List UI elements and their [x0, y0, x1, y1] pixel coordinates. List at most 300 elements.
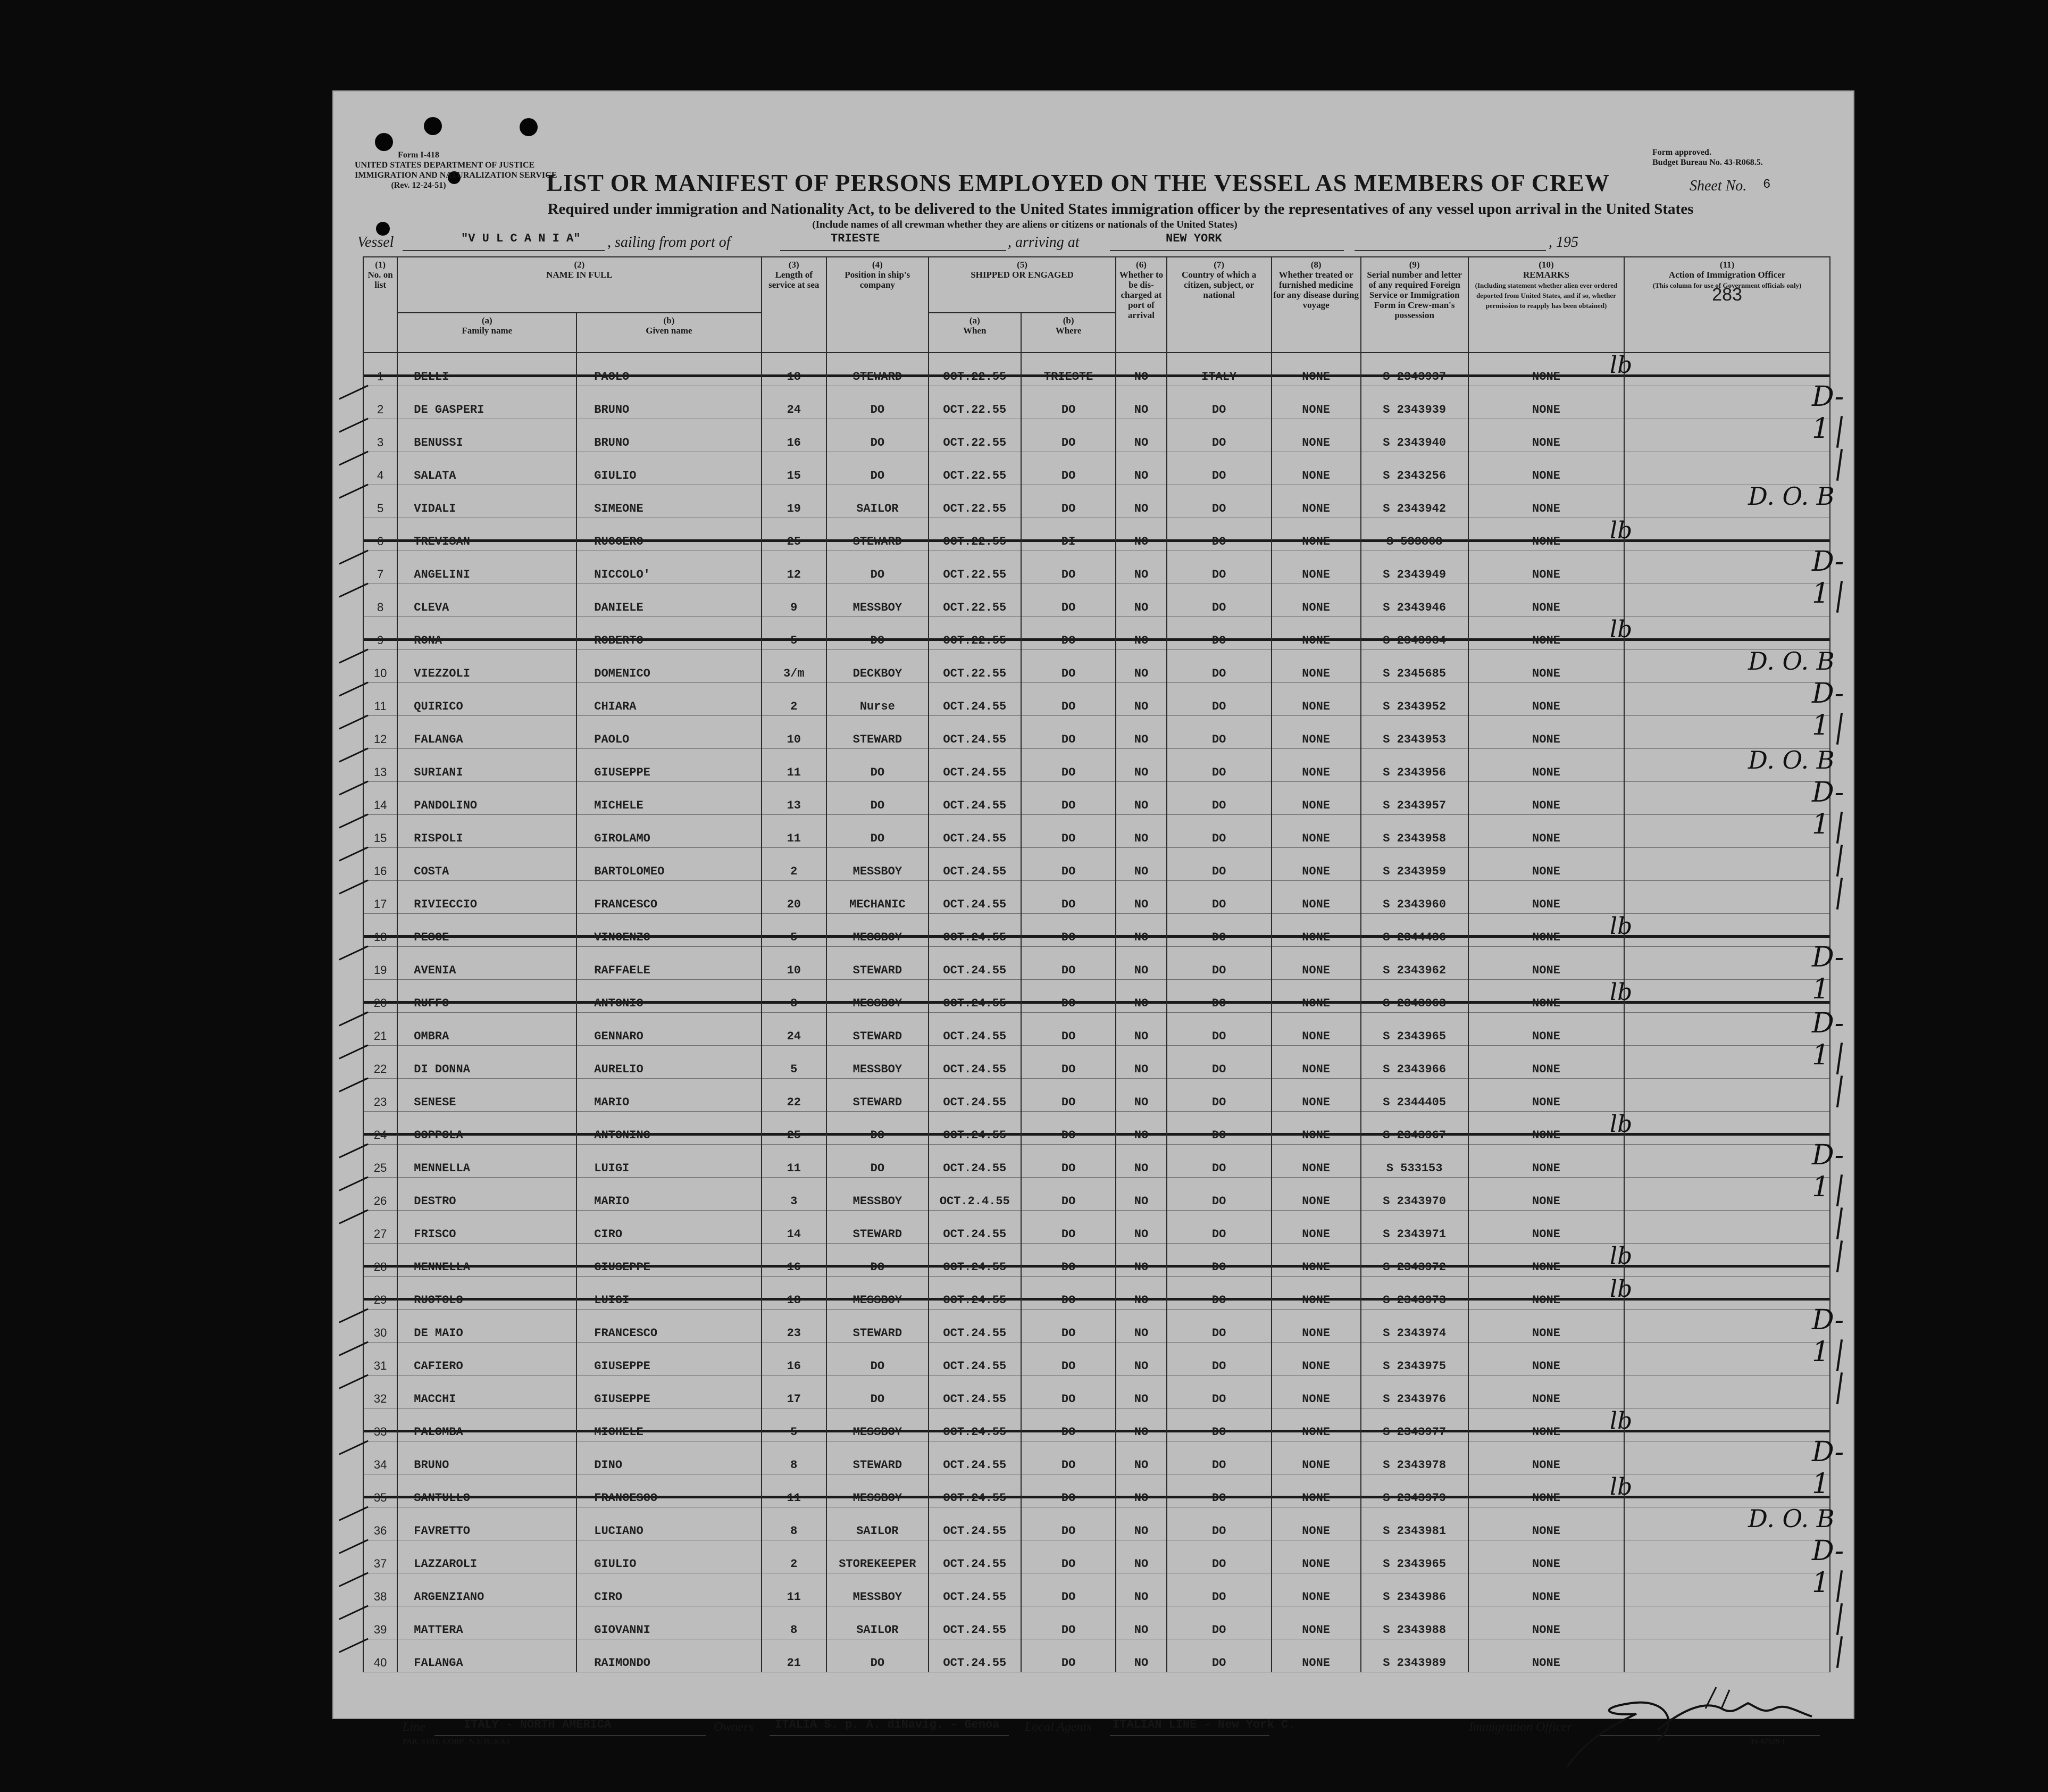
- shipped-where-cell: DO: [1021, 1046, 1116, 1079]
- table-row: [363, 1079, 1830, 1112]
- given-name-cell: BRUNO: [576, 386, 761, 419]
- family-name-cell: SALATA: [397, 452, 576, 485]
- shipped-when-cell: OCT.24.55: [929, 1606, 1021, 1639]
- position-cell: MESSBOY: [826, 1277, 929, 1310]
- serial-number-cell: S 2343953: [1361, 716, 1468, 749]
- service-length-cell: 20: [762, 881, 826, 914]
- country-cell: DO: [1167, 683, 1272, 716]
- row-number-cell: 29: [363, 1277, 397, 1310]
- discharge-flag-cell: NO: [1116, 1441, 1166, 1474]
- discharge-flag-cell: NO: [1116, 584, 1166, 617]
- discharge-flag-cell: NO: [1116, 716, 1166, 749]
- table-row: [363, 1310, 1830, 1343]
- col-action-header: (11) Action of Immigration Officer (This column for use of Government officials only) 283: [1624, 257, 1830, 353]
- officer-action-cell: [1624, 353, 1830, 386]
- service-length-cell: 14: [762, 1211, 826, 1244]
- col-name-header: (2) NAME IN FULL: [397, 257, 761, 313]
- remarks-cell: NONE: [1468, 353, 1624, 386]
- position-cell: DECKBOY: [826, 650, 929, 683]
- service-length-cell: 5: [762, 914, 826, 947]
- serial-number-cell: S 533868: [1361, 518, 1468, 551]
- remarks-cell: NONE: [1468, 980, 1624, 1013]
- service-length-cell: 11: [762, 1573, 826, 1606]
- officer-action-cell: [1624, 1474, 1830, 1507]
- row-number-cell: 36: [363, 1507, 397, 1540]
- shipped-where-cell: DO: [1021, 1376, 1116, 1408]
- service-length-cell: 10: [762, 947, 826, 980]
- given-name-cell: PAOLO: [576, 353, 761, 386]
- family-name-cell: MENNELLA: [397, 1244, 576, 1277]
- remarks-cell: NONE: [1468, 683, 1624, 716]
- remarks-cell: NONE: [1468, 551, 1624, 584]
- shipped-when-cell: OCT.22.55: [929, 617, 1021, 650]
- punch-hole: [424, 117, 442, 135]
- medical-treatment-cell: NONE: [1272, 1145, 1361, 1178]
- discharge-flag-cell: NO: [1116, 1277, 1166, 1310]
- row-number-cell: 39: [363, 1606, 397, 1639]
- discharge-flag-cell: NO: [1116, 650, 1166, 683]
- shipped-when-cell: OCT.24.55: [929, 1310, 1021, 1343]
- table-row: [363, 947, 1830, 980]
- position-cell: DO: [826, 1244, 929, 1277]
- position-cell: DO: [826, 617, 929, 650]
- service-length-cell: 12: [762, 551, 826, 584]
- family-name-cell: COSTA: [397, 848, 576, 881]
- medical-treatment-cell: NONE: [1272, 650, 1361, 683]
- shipped-where-cell: DO: [1021, 1606, 1116, 1639]
- officer-action-cell: [1624, 1343, 1830, 1376]
- remarks-cell: NONE: [1468, 1573, 1624, 1606]
- service-length-cell: 15: [762, 452, 826, 485]
- serial-number-cell: S 2345685: [1361, 650, 1468, 683]
- row-number-cell: 25: [363, 1145, 397, 1178]
- shipped-where-cell: DO: [1021, 650, 1116, 683]
- initials-annotation: lb: [1610, 615, 1633, 643]
- medical-treatment-cell: NONE: [1272, 452, 1361, 485]
- shipped-where-cell: DO: [1021, 452, 1116, 485]
- remarks-cell: NONE: [1468, 1606, 1624, 1639]
- serial-number-cell: S 2344405: [1361, 1079, 1468, 1112]
- officer-action-cell: [1624, 1112, 1830, 1145]
- service-length-cell: 22: [762, 1079, 826, 1112]
- agents-label: Local Agents: [1025, 1720, 1092, 1734]
- country-cell: DO: [1167, 815, 1272, 848]
- medical-treatment-cell: NONE: [1272, 419, 1361, 452]
- discharge-flag-cell: NO: [1116, 1178, 1166, 1211]
- discharge-flag-cell: NO: [1116, 914, 1166, 947]
- col-family-header: (a) Family name: [397, 313, 576, 353]
- officer-action-cell: [1624, 947, 1830, 980]
- medical-treatment-cell: NONE: [1272, 815, 1361, 848]
- position-cell: DO: [826, 782, 929, 815]
- shipped-when-cell: OCT.24.55: [929, 947, 1021, 980]
- serial-number-cell: S 2343962: [1361, 947, 1468, 980]
- discharge-flag-cell: NO: [1116, 782, 1166, 815]
- family-name-cell: TREVISAN: [397, 518, 576, 551]
- row-number-cell: 27: [363, 1211, 397, 1244]
- serial-number-cell: S 2343975: [1361, 1343, 1468, 1376]
- shipped-when-cell: OCT.24.55: [929, 1079, 1021, 1112]
- medical-treatment-cell: NONE: [1272, 881, 1361, 914]
- row-number-cell: 2: [363, 386, 397, 419]
- shipped-when-cell: OCT.22.55: [929, 485, 1021, 518]
- family-name-cell: CAFIERO: [397, 1343, 576, 1376]
- owners-label: Owners: [714, 1720, 754, 1734]
- country-cell: DO: [1167, 1178, 1272, 1211]
- remarks-cell: NONE: [1468, 881, 1624, 914]
- table-row: [363, 1540, 1830, 1573]
- discharge-flag-cell: NO: [1116, 881, 1166, 914]
- row-number-cell: 21: [363, 1013, 397, 1046]
- shipped-where-cell: DO: [1021, 551, 1116, 584]
- service-length-cell: 23: [762, 1310, 826, 1343]
- initials-annotation: lb: [1610, 1110, 1633, 1138]
- family-name-cell: SURIANI: [397, 749, 576, 782]
- officer-action-cell: [1624, 1013, 1830, 1046]
- country-cell: DO: [1167, 1606, 1272, 1639]
- shipped-where-cell: DO: [1021, 782, 1116, 815]
- revision: (Rev. 12-24-51): [391, 181, 446, 190]
- row-number-cell: 1: [363, 353, 397, 386]
- shipped-when-cell: OCT.24.55: [929, 881, 1021, 914]
- shipped-when-cell: OCT.24.55: [929, 815, 1021, 848]
- shipped-when-cell: OCT.22.55: [929, 452, 1021, 485]
- position-cell: MESSBOY: [826, 1573, 929, 1606]
- table-row: [363, 1145, 1830, 1178]
- row-number-cell: 19: [363, 947, 397, 980]
- serial-number-cell: S 2343976: [1361, 1376, 1468, 1408]
- row-number-cell: 28: [363, 1244, 397, 1277]
- row-number-cell: 30: [363, 1310, 397, 1343]
- vessel-name: "V U L C A N I A": [461, 232, 581, 245]
- year-label: , 195: [1549, 234, 1578, 251]
- country-cell: DO: [1167, 518, 1272, 551]
- country-cell: DO: [1167, 1408, 1272, 1441]
- medical-treatment-cell: NONE: [1272, 1112, 1361, 1145]
- punch-hole: [375, 133, 393, 151]
- shipped-when-cell: OCT.24.55: [929, 1013, 1021, 1046]
- service-length-cell: 9: [762, 584, 826, 617]
- initials-annotation: lb: [1610, 516, 1633, 544]
- shipped-where-cell: DO: [1021, 1112, 1116, 1145]
- initials-annotation: lb: [1610, 1242, 1633, 1270]
- line-value: ITALY - NORTH AMERICA: [464, 1718, 612, 1731]
- country-cell: DO: [1167, 1046, 1272, 1079]
- service-length-cell: 19: [762, 485, 826, 518]
- budget-bureau: Budget Bureau No. 43-R068.5.: [1652, 158, 1763, 167]
- row-number-cell: 32: [363, 1376, 397, 1408]
- discharge-flag-cell: NO: [1116, 1211, 1166, 1244]
- service-length-cell: 18: [762, 1277, 826, 1310]
- shipped-when-cell: OCT.24.55: [929, 1145, 1021, 1178]
- shipped-when-cell: OCT.24.55: [929, 1573, 1021, 1606]
- officer-action-cell: [1624, 617, 1830, 650]
- arrival-port: NEW YORK: [1166, 232, 1222, 245]
- check-mark: [1836, 845, 1843, 877]
- table-row: [363, 782, 1830, 815]
- country-cell: DO: [1167, 551, 1272, 584]
- check-mark: [1836, 1372, 1843, 1404]
- shipped-when-cell: OCT.24.55: [929, 1441, 1021, 1474]
- table-row: [363, 584, 1830, 617]
- shipped-where-cell: DI: [1021, 518, 1116, 551]
- shipped-where-cell: DO: [1021, 1540, 1116, 1573]
- officer-action-cell: [1624, 980, 1830, 1013]
- country-cell: DO: [1167, 980, 1272, 1013]
- service-length-cell: 3: [762, 1178, 826, 1211]
- shipped-when-cell: OCT.24.55: [929, 782, 1021, 815]
- position-cell: SAILOR: [826, 1507, 929, 1540]
- dob-annotation: D. O. B: [1748, 745, 1835, 774]
- officer-signature: [1546, 1602, 1833, 1778]
- position-cell: MESSBOY: [826, 980, 929, 1013]
- family-name-cell: RUOTOLO: [397, 1277, 576, 1310]
- medical-treatment-cell: NONE: [1272, 683, 1361, 716]
- table-row: [363, 881, 1830, 914]
- given-name-cell: DOMENICO: [576, 650, 761, 683]
- form-block: [355, 150, 557, 190]
- serial-number-cell: S 2343937: [1361, 353, 1468, 386]
- serial-number-cell: S 2343940: [1361, 419, 1468, 452]
- given-name-cell: ANTONIO: [576, 980, 761, 1013]
- row-number-cell: 11: [363, 683, 397, 716]
- country-cell: DO: [1167, 1079, 1272, 1112]
- medical-treatment-cell: NONE: [1272, 1573, 1361, 1606]
- d1-annotation: D-1: [1812, 1139, 1844, 1203]
- punch-hole: [520, 118, 538, 136]
- shipped-when-cell: OCT.24.55: [929, 1277, 1021, 1310]
- serial-number-cell: S 2343959: [1361, 848, 1468, 881]
- serial-number-cell: S 2343971: [1361, 1211, 1468, 1244]
- family-name-cell: COPPOLA: [397, 1112, 576, 1145]
- remarks-cell: NONE: [1468, 716, 1624, 749]
- shipped-when-cell: OCT.24.55: [929, 1507, 1021, 1540]
- country-cell: DO: [1167, 1244, 1272, 1277]
- country-cell: DO: [1167, 1277, 1272, 1310]
- medical-treatment-cell: NONE: [1272, 1474, 1361, 1507]
- d1-annotation: D-1: [1812, 545, 1844, 610]
- col-remarks-header: (10) REMARKS (Including statement whether alien ever ordered deported from United States, and if so, whether permission to reapply has been obtained): [1468, 257, 1624, 353]
- discharge-flag-cell: NO: [1116, 1046, 1166, 1079]
- serial-number-cell: S 2343965: [1361, 1540, 1468, 1573]
- medical-treatment-cell: NONE: [1272, 551, 1361, 584]
- discharge-flag-cell: NO: [1116, 980, 1166, 1013]
- country-cell: DO: [1167, 1310, 1272, 1343]
- family-name-cell: PESCE: [397, 914, 576, 947]
- family-name-cell: RISPOLI: [397, 815, 576, 848]
- remarks-cell: NONE: [1468, 485, 1624, 518]
- initials-annotation: lb: [1610, 1473, 1633, 1501]
- family-name-cell: AVENIA: [397, 947, 576, 980]
- d1-annotation: D-1: [1812, 1535, 1844, 1599]
- country-cell: DO: [1167, 947, 1272, 980]
- given-name-cell: CIRO: [576, 1211, 761, 1244]
- medical-treatment-cell: NONE: [1272, 1013, 1361, 1046]
- country-cell: DO: [1167, 1343, 1272, 1376]
- discharge-flag-cell: NO: [1116, 419, 1166, 452]
- medical-treatment-cell: NONE: [1272, 782, 1361, 815]
- approval-block: [1652, 147, 1763, 168]
- given-name-cell: CHIARA: [576, 683, 761, 716]
- shipped-where-cell: DO: [1021, 617, 1116, 650]
- discharge-flag-cell: NO: [1116, 353, 1166, 386]
- discharge-flag-cell: NO: [1116, 749, 1166, 782]
- subtitle: Required under immigration and Nationality Act, to be delivered to the United States immigration officer by the representatives of any vessel upon arrival in the United States: [547, 201, 1694, 218]
- serial-number-cell: S 533153: [1361, 1145, 1468, 1178]
- position-cell: STEWARD: [826, 716, 929, 749]
- position-cell: MESSBOY: [826, 584, 929, 617]
- family-name-cell: MENNELLA: [397, 1145, 576, 1178]
- family-name-cell: BELLI: [397, 353, 576, 386]
- serial-number-cell: S 2343942: [1361, 485, 1468, 518]
- position-cell: MECHANIC: [826, 881, 929, 914]
- initials-annotation: lb: [1610, 352, 1633, 379]
- medical-treatment-cell: NONE: [1272, 1408, 1361, 1441]
- col-shipped-header: (5) SHIPPED OR ENGAGED: [929, 257, 1116, 313]
- given-name-cell: PAOLO: [576, 716, 761, 749]
- shipped-when-cell: OCT.24.55: [929, 1112, 1021, 1145]
- shipped-where-cell: DO: [1021, 815, 1116, 848]
- serial-number-cell: S 2343989: [1361, 1639, 1468, 1672]
- row-number-cell: 20: [363, 980, 397, 1013]
- row-number-cell: 34: [363, 1441, 397, 1474]
- initials-annotation: lb: [1610, 1407, 1633, 1435]
- medical-treatment-cell: NONE: [1272, 749, 1361, 782]
- medical-treatment-cell: NONE: [1272, 947, 1361, 980]
- table-row: [363, 1441, 1830, 1474]
- service-length-cell: 25: [762, 518, 826, 551]
- discharge-flag-cell: NO: [1116, 485, 1166, 518]
- officer-action-cell: [1624, 1408, 1830, 1441]
- remarks-cell: NONE: [1468, 452, 1624, 485]
- service-length-cell: 13: [762, 782, 826, 815]
- given-name-cell: MARIO: [576, 1079, 761, 1112]
- family-name-cell: FRISCO: [397, 1211, 576, 1244]
- given-name-cell: GIUSEPPE: [576, 749, 761, 782]
- given-name-cell: ANTONINO: [576, 1112, 761, 1145]
- row-number-cell: 8: [363, 584, 397, 617]
- given-name-cell: LUIGI: [576, 1145, 761, 1178]
- row-number-cell: 22: [363, 1046, 397, 1079]
- country-cell: DO: [1167, 1013, 1272, 1046]
- given-name-cell: MARIO: [576, 1178, 761, 1211]
- service-length-cell: 5: [762, 617, 826, 650]
- service-length-cell: 11: [762, 749, 826, 782]
- family-name-cell: BRUNO: [397, 1441, 576, 1474]
- shipped-where-cell: DO: [1021, 1441, 1116, 1474]
- given-name-cell: MICHELE: [576, 1408, 761, 1441]
- family-name-cell: FALANGA: [397, 1639, 576, 1672]
- check-mark: [1836, 1636, 1843, 1668]
- given-name-cell: GIUSEPPE: [576, 1376, 761, 1408]
- printer-imprint: PAR. STAT. CORP., N.Y. (U.S.A.): [403, 1738, 510, 1746]
- discharge-flag-cell: NO: [1116, 1408, 1166, 1441]
- table-row: [363, 452, 1830, 485]
- serial-number-cell: S 2343988: [1361, 1606, 1468, 1639]
- discharge-flag-cell: NO: [1116, 1145, 1166, 1178]
- discharge-flag-cell: NO: [1116, 1376, 1166, 1408]
- serial-number-cell: S 2343256: [1361, 452, 1468, 485]
- row-number-cell: 26: [363, 1178, 397, 1211]
- service-length-cell: 24: [762, 1013, 826, 1046]
- discharge-flag-cell: NO: [1116, 1244, 1166, 1277]
- serial-number-cell: S 2343972: [1361, 1244, 1468, 1277]
- shipped-when-cell: OCT.22.55: [929, 419, 1021, 452]
- service-length-cell: 2: [762, 1540, 826, 1573]
- service-length-cell: 21: [762, 1639, 826, 1672]
- medical-treatment-cell: NONE: [1272, 617, 1361, 650]
- given-name-cell: FRANCESCO: [576, 1474, 761, 1507]
- family-name-cell: DE MAIO: [397, 1310, 576, 1343]
- remarks-cell: NONE: [1468, 1178, 1624, 1211]
- discharge-flag-cell: NO: [1116, 815, 1166, 848]
- given-name-cell: ROBERTO: [576, 617, 761, 650]
- discharge-flag-cell: NO: [1116, 848, 1166, 881]
- table-row: [363, 749, 1830, 782]
- shipped-where-cell: DO: [1021, 1639, 1116, 1672]
- service-length-cell: 3/m: [762, 650, 826, 683]
- remarks-cell: NONE: [1468, 1277, 1624, 1310]
- remarks-cell: NONE: [1468, 419, 1624, 452]
- shipped-where-cell: DO: [1021, 1474, 1116, 1507]
- officer-action-cell: [1624, 1310, 1830, 1343]
- initials-annotation: lb: [1610, 978, 1633, 1006]
- given-name-cell: GENNARO: [576, 1013, 761, 1046]
- service-length-cell: 5: [762, 1408, 826, 1441]
- country-cell: DO: [1167, 1639, 1272, 1672]
- vessel-label: Vessel: [357, 234, 394, 251]
- shipped-when-cell: OCT.24.55: [929, 914, 1021, 947]
- medical-treatment-cell: NONE: [1272, 1310, 1361, 1343]
- country-cell: DO: [1167, 650, 1272, 683]
- position-cell: STEWARD: [826, 947, 929, 980]
- remarks-cell: NONE: [1468, 815, 1624, 848]
- given-name-cell: RUGGERO: [576, 518, 761, 551]
- remarks-cell: NONE: [1468, 947, 1624, 980]
- discharge-flag-cell: NO: [1116, 1540, 1166, 1573]
- medical-treatment-cell: NONE: [1272, 1343, 1361, 1376]
- officer-action-cell: [1624, 419, 1830, 452]
- shipped-where-cell: DO: [1021, 1408, 1116, 1441]
- family-name-cell: RIVIECCIO: [397, 881, 576, 914]
- serial-number-cell: S 2343952: [1361, 683, 1468, 716]
- d1-annotation: D-1: [1812, 380, 1844, 445]
- position-cell: MESSBOY: [826, 1046, 929, 1079]
- discharge-flag-cell: NO: [1116, 947, 1166, 980]
- row-number-cell: 35: [363, 1474, 397, 1507]
- remarks-cell: NONE: [1468, 584, 1624, 617]
- service-length-cell: 11: [762, 1145, 826, 1178]
- shipped-where-cell: DO: [1021, 419, 1116, 452]
- row-number-cell: 31: [363, 1343, 397, 1376]
- given-name-cell: GIUSEPPE: [576, 1244, 761, 1277]
- officer-action-cell: [1624, 848, 1830, 881]
- shipped-when-cell: OCT.24.55: [929, 1211, 1021, 1244]
- discharge-flag-cell: NO: [1116, 1013, 1166, 1046]
- given-name-cell: NICCOLO': [576, 551, 761, 584]
- country-cell: DO: [1167, 419, 1272, 452]
- service-length-cell: 16: [762, 1244, 826, 1277]
- row-number-cell: 37: [363, 1540, 397, 1573]
- shipped-where-cell: TRIESTE: [1021, 353, 1116, 386]
- discharge-flag-cell: NO: [1116, 452, 1166, 485]
- line-label: Line: [403, 1720, 425, 1734]
- shipped-where-cell: DO: [1021, 1145, 1116, 1178]
- d1-annotation: D-1: [1812, 776, 1844, 840]
- country-cell: DO: [1167, 1441, 1272, 1474]
- serial-number-cell: S 2343963: [1361, 980, 1468, 1013]
- country-cell: DO: [1167, 584, 1272, 617]
